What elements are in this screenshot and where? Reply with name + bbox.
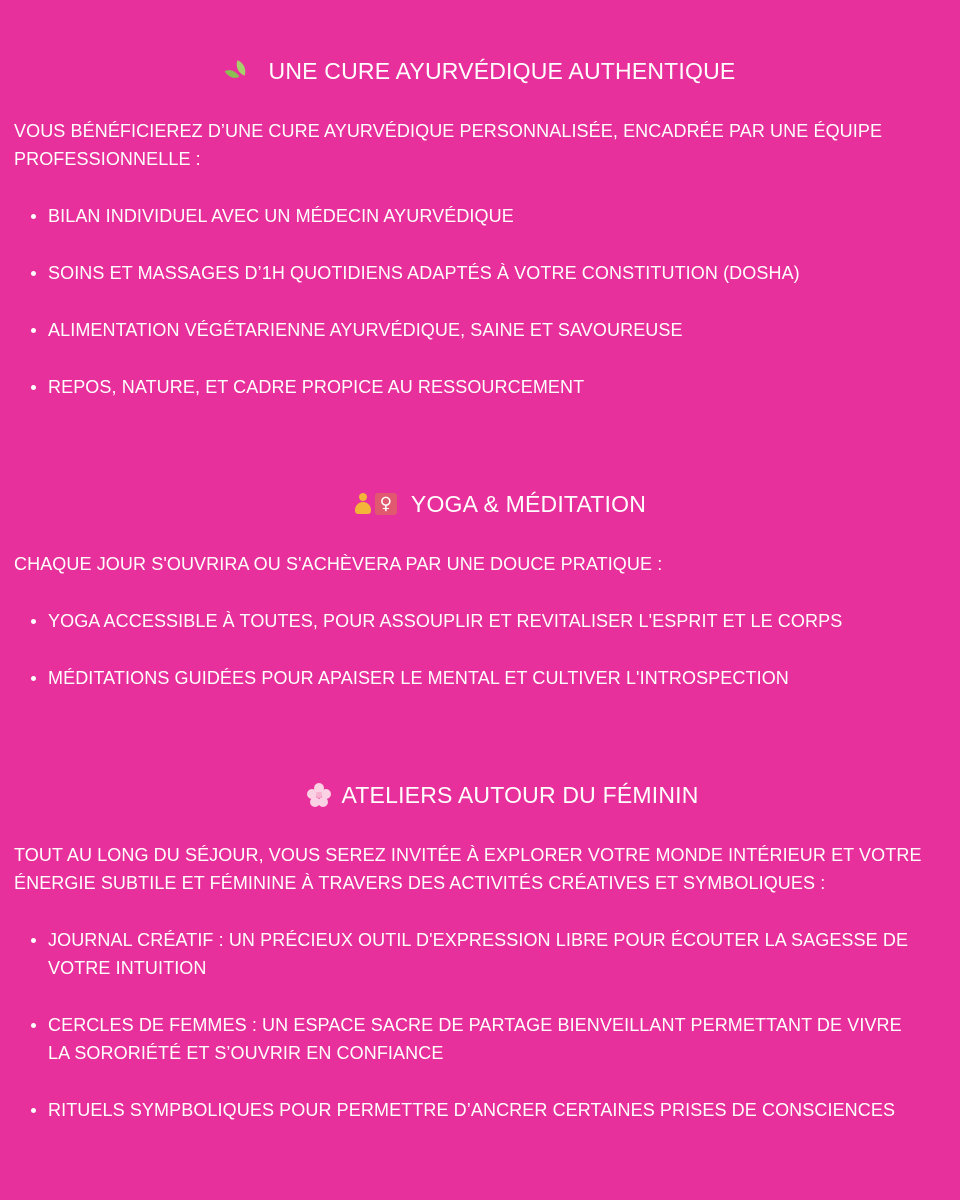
section-title: ATELIERS AUTOUR DU FÉMININ — [341, 781, 699, 808]
section-intro: TOUT AU LONG DU SÉJOUR, VOUS SEREZ INVITÉE À EXPLORER VOTRE MONDE INTÉRIEUR ET VOTRE ÉNERGIE SUBTILE ET FÉMININE À TRAVERS DES ACTIVITÉS CRÉATIVES ET SYMBOLIQUES : — [14, 845, 922, 893]
cherry-blossom-icon — [307, 783, 331, 807]
herb-icon — [225, 60, 251, 82]
list-item: CERCLES DE FEMMES : UN ESPACE SACRE DE PARTAGE BIENVEILLANT PERMETTANT DE VIVRE LA SORORIÉTÉ ET S’OUVRIR EN CONFIANCE — [26, 1011, 908, 1067]
woman-in-lotus-position-icon: ♀ — [354, 493, 397, 515]
bullet-list — [26, 607, 946, 692]
bullet-list — [26, 202, 946, 401]
list-item: YOGA ACCESSIBLE À TOUTES, POUR ASSOUPLIR ET REVITALISER L'ESPRIT ET LE CORPS — [26, 607, 946, 635]
section-heading — [0, 779, 960, 811]
section-intro: VOUS BÉNÉFICIEREZ D’UNE CURE AYURVÉDIQUE PERSONNALISÉE, ENCADRÉE PAR UNE ÉQUIPE PROFESSIONNELLE : — [14, 121, 883, 169]
list-item: SOINS ET MASSAGES D’1H QUOTIDIENS ADAPTÉS À VOTRE CONSTITUTION (DOSHA) — [26, 259, 946, 287]
list-item: REPOS, NATURE, ET CADRE PROPICE AU RESSOURCEMENT — [26, 373, 946, 401]
section-title: YOGA & MÉDITATION — [410, 490, 647, 517]
section-intro: CHAQUE JOUR S'OUVRIRA OU S'ACHÈVERA PAR UNE DOUCE PRATIQUE : — [14, 554, 663, 574]
list-item: MÉDITATIONS GUIDÉES POUR APAISER LE MENTAL ET CULTIVER L'INTROSPECTION — [26, 664, 946, 692]
bullet-list — [26, 926, 946, 1124]
list-item: RITUELS SYMPBOLIQUES POUR PERMETTRE D’ANCRER CERTAINES PRISES DE CONSCIENCES — [26, 1096, 946, 1124]
section-heading — [0, 488, 960, 520]
list-item: JOURNAL CRÉATIF : UN PRÉCIEUX OUTIL D'EXPRESSION LIBRE POUR ÉCOUTER LA SAGESSE DE VOTRE INTUITION — [26, 926, 943, 982]
section-heading — [0, 55, 960, 87]
list-item: ALIMENTATION VÉGÉTARIENNE AYURVÉDIQUE, SAINE ET SAVOUREUSE — [26, 316, 946, 344]
list-item: BILAN INDIVIDUEL AVEC UN MÉDECIN AYURVÉDIQUE — [26, 202, 946, 230]
section-title: UNE CURE AYURVÉDIQUE AUTHENTIQUE — [268, 57, 736, 84]
